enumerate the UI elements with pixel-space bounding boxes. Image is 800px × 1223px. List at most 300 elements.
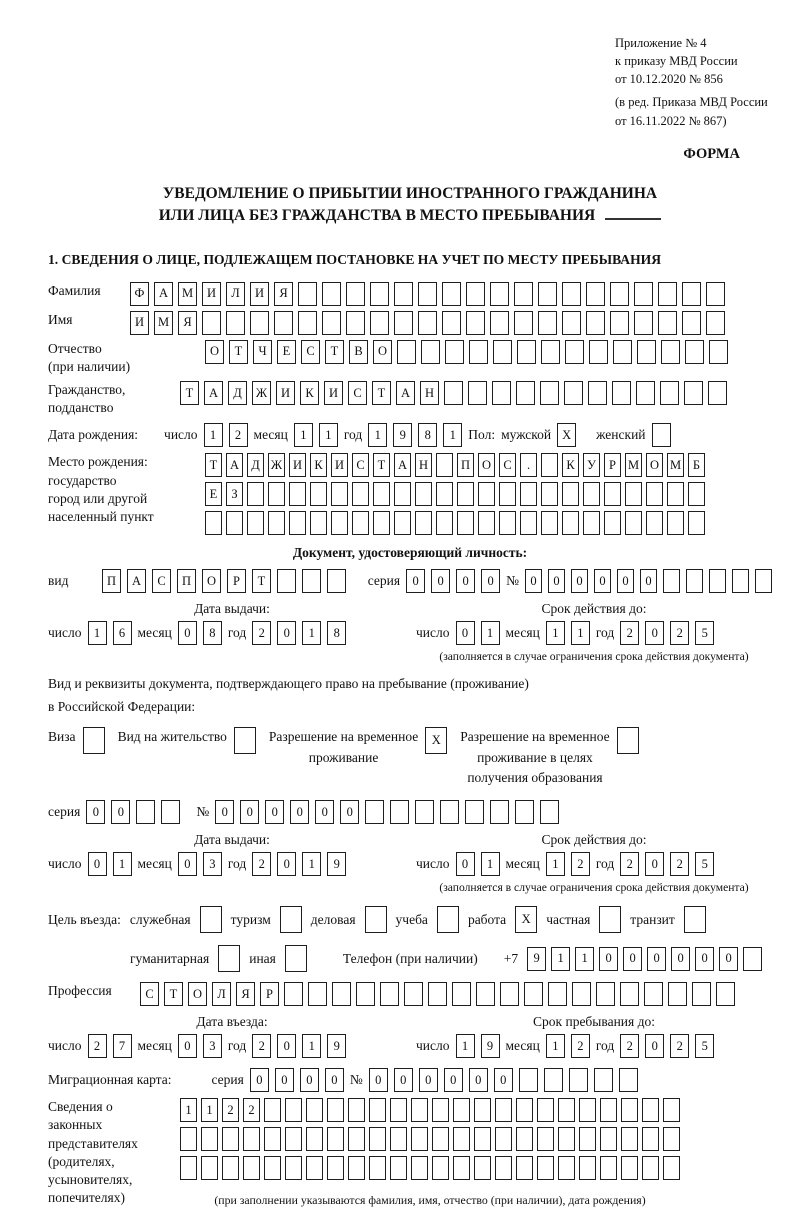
section1-heading: 1. СВЕДЕНИЯ О ЛИЦЕ, ПОДЛЕЖАЩЕМ ПОСТАНОВКЕ НА УЧЕТ ПО МЕСТУ ПРЕБЫВАНИЯ [48, 251, 662, 267]
form-cell: П [177, 569, 196, 593]
form-cell: О [202, 569, 221, 593]
form-cell: Я [178, 311, 197, 335]
form-cell [322, 311, 341, 335]
profession-row [48, 982, 772, 1006]
form-cell: 0 [456, 621, 475, 645]
form-cell: 0 [548, 569, 565, 593]
form-cell [478, 511, 495, 535]
form-cell [247, 511, 264, 535]
form-cell [394, 482, 411, 506]
form-cell: 0 [369, 1068, 388, 1092]
form-cell: 0 [494, 1068, 513, 1092]
residence-valid-month-cells [546, 852, 590, 876]
form-title [48, 183, 772, 228]
identity-issue-heading: Дата выдачи: [194, 601, 270, 617]
temporary-residence-checkbox [425, 727, 447, 754]
form-cell: А [226, 453, 243, 477]
day-label: число [416, 856, 450, 872]
phone-cells [527, 947, 762, 971]
form-cell: Н [415, 453, 432, 477]
form-cell [453, 1098, 470, 1122]
form-cell [685, 340, 704, 364]
form-cell: 0 [178, 1034, 197, 1058]
form-cell: 0 [240, 800, 259, 824]
form-cell [327, 1127, 344, 1151]
form-cell [370, 311, 389, 335]
sex-female-checkbox [652, 423, 671, 447]
form-cell [453, 1127, 470, 1151]
form-cell: 1 [88, 621, 107, 645]
identity-valid-year-cells [620, 621, 714, 645]
form-cell: 0 [215, 800, 234, 824]
purpose-opt-label: иная [249, 950, 276, 966]
stay-month-cells [546, 1034, 590, 1058]
form-cell: А [394, 453, 411, 477]
birthdate-day-cells [204, 423, 248, 447]
residence-valid-col [416, 832, 772, 894]
form-cell [688, 482, 705, 506]
form-cell: 1 [575, 947, 594, 971]
form-cell [369, 1156, 386, 1180]
form-cell: Л [212, 982, 231, 1006]
form-cell: 0 [290, 800, 309, 824]
option-temporary-residence [269, 727, 447, 768]
form-cell [222, 1156, 239, 1180]
form-cell [579, 1156, 596, 1180]
form-cell: . [520, 453, 537, 477]
form-cell [415, 800, 434, 824]
form-cell: Т [164, 982, 183, 1006]
form-cell: 0 [469, 1068, 488, 1092]
form-cell: 0 [111, 800, 130, 824]
form-cell: 5 [695, 621, 714, 645]
migration-series-label: серия [211, 1072, 244, 1088]
migration-number-label: № [349, 1072, 363, 1088]
form-cell [411, 1098, 428, 1122]
form-cell: С [301, 340, 320, 364]
form-cell: 1 [319, 423, 338, 447]
form-cell: 2 [243, 1098, 260, 1122]
year-label: год [343, 427, 363, 443]
year-label: год [595, 625, 615, 641]
representatives-label-line6: попечителях) [48, 1190, 125, 1206]
form-cell [356, 982, 375, 1006]
form-cell [520, 482, 537, 506]
form-cell: 1 [302, 1034, 321, 1058]
purpose-opt-label: деловая [310, 911, 356, 927]
form-cell [453, 1156, 470, 1180]
forma-label: ФОРМА [683, 145, 740, 162]
form-cell [538, 311, 557, 335]
form-cell: О [188, 982, 207, 1006]
annex-line: от 10.12.2020 № 856 [615, 72, 723, 87]
form-cell [589, 340, 608, 364]
form-cell [161, 800, 180, 824]
form-cell [586, 282, 605, 306]
form-cell: 0 [571, 569, 588, 593]
migration-card-row [48, 1068, 772, 1092]
form-cell [465, 800, 484, 824]
day-label: число [48, 625, 82, 641]
form-cell: С [499, 453, 516, 477]
form-cell [541, 453, 558, 477]
residence-permit-checkbox [234, 727, 256, 754]
form-cell: О [646, 453, 663, 477]
sex-label: Пол: [468, 427, 496, 443]
identity-dates-block [48, 601, 772, 663]
identity-kind-label: вид [48, 573, 69, 589]
residence-valid-heading: Срок действия до: [541, 832, 647, 848]
form-cell [285, 1156, 302, 1180]
form-cell [468, 381, 487, 405]
form-cell: 9 [393, 423, 412, 447]
day-label: число [164, 427, 198, 443]
form-cell [684, 381, 703, 405]
form-cell: Е [277, 340, 296, 364]
form-cell: 0 [265, 800, 284, 824]
temporary-residence-education-line3: получения образования [467, 769, 603, 785]
year-label: год [227, 625, 247, 641]
birthplace-cells-row2 [205, 482, 705, 506]
form-cell: И [331, 453, 348, 477]
form-cell [274, 311, 293, 335]
form-cell [428, 982, 447, 1006]
form-cell [667, 482, 684, 506]
form-cell: И [250, 282, 269, 306]
form-cell [348, 1156, 365, 1180]
form-cell [370, 282, 389, 306]
form-cell [495, 1127, 512, 1151]
birthplace-label-line4: населенный пункт [48, 509, 154, 525]
surname-row [48, 282, 772, 306]
form-cell: 0 [719, 947, 738, 971]
form-cell [625, 482, 642, 506]
form-cell [476, 982, 495, 1006]
form-cell [308, 982, 327, 1006]
form-cell [732, 569, 749, 593]
form-cell [331, 511, 348, 535]
form-cell: 2 [222, 1098, 239, 1122]
residence-issue-col [48, 832, 416, 894]
form-cell: 0 [277, 852, 296, 876]
form-cell [201, 1127, 218, 1151]
year-label: год [227, 856, 247, 872]
day-label: число [416, 1038, 450, 1054]
form-cell: 0 [250, 1068, 269, 1092]
firstname-cells [130, 311, 725, 335]
form-cell: Т [205, 453, 222, 477]
stay-until-row [416, 1034, 772, 1058]
representatives-note: (при заполнении указываются фамилия, имя, отчество (при наличии), дата рождения) [214, 1193, 646, 1208]
profession-cells [140, 982, 735, 1006]
form-cell [709, 569, 726, 593]
form-cell [490, 800, 509, 824]
form-cell [562, 282, 581, 306]
form-cell [373, 511, 390, 535]
form-cell: Т [229, 340, 248, 364]
form-cell [180, 1127, 197, 1151]
form-cell: Ф [130, 282, 149, 306]
sex-male-checkbox [557, 423, 576, 447]
form-cell: С [348, 381, 367, 405]
form-cell [444, 381, 463, 405]
form-cell: А [396, 381, 415, 405]
representatives-cells-row3 [180, 1156, 680, 1180]
form-cell: О [478, 453, 495, 477]
form-cell: Б [688, 453, 705, 477]
form-cell: 0 [431, 569, 450, 593]
purpose-business-checkbox [200, 906, 222, 933]
form-cell: К [300, 381, 319, 405]
form-cell [524, 982, 543, 1006]
form-cell [600, 1127, 617, 1151]
form-cell [415, 482, 432, 506]
form-cell [541, 511, 558, 535]
form-cell [442, 311, 461, 335]
form-cell [306, 1098, 323, 1122]
form-cell: 0 [623, 947, 642, 971]
option-temporary-residence-education [460, 727, 638, 788]
form-cell [352, 511, 369, 535]
form-cell: 3 [203, 1034, 222, 1058]
form-cell [418, 282, 437, 306]
form-cell [499, 511, 516, 535]
form-cell [277, 569, 296, 593]
form-cell: Я [236, 982, 255, 1006]
form-cell [663, 569, 680, 593]
form-cell: 1 [302, 852, 321, 876]
form-cell: И [324, 381, 343, 405]
form-cell [668, 982, 687, 1006]
form-cell [442, 282, 461, 306]
birthplace-label-line3: город или другой [48, 490, 148, 506]
form-cell [583, 482, 600, 506]
form-cell: 0 [277, 1034, 296, 1058]
form-cell: Т [180, 381, 199, 405]
form-cell: 0 [325, 1068, 344, 1092]
form-cell: X [425, 727, 447, 754]
form-cell: 2 [620, 852, 639, 876]
form-cell [352, 482, 369, 506]
form-cell: О [373, 340, 392, 364]
form-cell [537, 1127, 554, 1151]
form-cell [621, 1098, 638, 1122]
day-label: число [48, 856, 82, 872]
birthdate-year-cells [368, 423, 462, 447]
form-cell [612, 381, 631, 405]
day-label: число [416, 625, 450, 641]
form-cell: О [205, 340, 224, 364]
form-cell: 8 [203, 621, 222, 645]
identity-series-label: серия [367, 573, 401, 589]
representatives-label-line2: законных [48, 1117, 103, 1133]
form-cell [660, 381, 679, 405]
form-cell: Т [252, 569, 271, 593]
form-cell [634, 282, 653, 306]
form-cell [457, 511, 474, 535]
annex-line: от 16.11.2022 № 867) [615, 113, 727, 128]
sex-female-label: женский [596, 427, 646, 443]
form-cell [637, 340, 656, 364]
month-label: месяц [505, 856, 540, 872]
form-cell [310, 482, 327, 506]
form-cell: Р [260, 982, 279, 1006]
form-cell: Е [205, 482, 222, 506]
month-label: месяц [505, 1038, 540, 1054]
form-cell: 1 [546, 1034, 565, 1058]
form-cell: 2 [88, 1034, 107, 1058]
entry-day-cells [88, 1034, 132, 1058]
form-cell: 0 [695, 947, 714, 971]
form-cell [436, 453, 453, 477]
form-cell [466, 282, 485, 306]
form-cell: 0 [525, 569, 542, 593]
month-label: месяц [137, 1038, 172, 1054]
patronymic-label-line1: Отчество [48, 340, 102, 356]
form-cell: 1 [546, 621, 565, 645]
form-cell [327, 1098, 344, 1122]
form-cell [743, 947, 762, 971]
temporary-residence-education-line2: проживание в целях [477, 749, 593, 765]
form-cell: М [154, 311, 173, 335]
form-cell: Ч [253, 340, 272, 364]
identity-valid-row [416, 621, 772, 645]
representatives-block [48, 1098, 772, 1208]
form-cell [709, 340, 728, 364]
residence-options-row [48, 727, 772, 788]
form-cell: 2 [252, 1034, 271, 1058]
entry-date-row [48, 1034, 416, 1058]
form-cell: 0 [671, 947, 690, 971]
year-label: год [227, 1038, 247, 1054]
month-label: месяц [137, 856, 172, 872]
month-label: месяц [253, 427, 288, 443]
form-cell: 2 [571, 852, 590, 876]
form-cell [537, 1156, 554, 1180]
form-cell [548, 982, 567, 1006]
form-cell [390, 800, 409, 824]
identity-valid-month-cells [546, 621, 590, 645]
year-label: год [595, 1038, 615, 1054]
form-cell [716, 982, 735, 1006]
form-cell [541, 340, 560, 364]
form-cell: 0 [599, 947, 618, 971]
form-cell [613, 340, 632, 364]
purpose-opt-label: учеба [395, 911, 428, 927]
form-cell [519, 1068, 538, 1092]
residence-issue-year-cells [252, 852, 346, 876]
purpose-work-checkbox [515, 906, 537, 933]
form-cell [415, 511, 432, 535]
form-title-line2: ИЛИ ЛИЦА БЕЗ ГРАЖДАНСТВА В МЕСТО ПРЕБЫВАНИЯ [48, 205, 772, 227]
annex-line: (в ред. Приказа МВД России [615, 95, 768, 110]
form-cell: 2 [620, 621, 639, 645]
identity-issue-row [48, 621, 416, 645]
form-cell: 0 [645, 1034, 664, 1058]
form-cell [495, 1156, 512, 1180]
temporary-residence-label [269, 727, 418, 768]
form-cell: И [130, 311, 149, 335]
purpose-label: Цель въезда: [48, 911, 121, 927]
form-cell: 0 [275, 1068, 294, 1092]
form-cell [201, 1156, 218, 1180]
form-cell [380, 982, 399, 1006]
form-cell [663, 1156, 680, 1180]
form-cell [562, 511, 579, 535]
purpose-opt-label: работа [467, 911, 507, 927]
residence-permit-label: Вид на жительство [117, 729, 227, 745]
identity-valid-day-cells [456, 621, 500, 645]
form-cell [625, 511, 642, 535]
identity-issue-year-cells [252, 621, 346, 645]
form-cell: Т [325, 340, 344, 364]
residence-intro-line2: в Российской Федерации: [48, 699, 196, 715]
form-cell: 1 [368, 423, 387, 447]
form-cell [515, 800, 534, 824]
form-cell [621, 1127, 638, 1151]
form-cell: 5 [695, 852, 714, 876]
form-cell: Т [373, 453, 390, 477]
entry-year-cells [252, 1034, 346, 1058]
form-cell [421, 340, 440, 364]
patronymic-row [48, 340, 772, 376]
form-cell [226, 511, 243, 535]
form-cell: С [140, 982, 159, 1006]
form-cell [493, 340, 512, 364]
form-cell: С [152, 569, 171, 593]
residence-valid-year-cells [620, 852, 714, 876]
form-cell [610, 282, 629, 306]
birthdate-label: Дата рождения: [48, 427, 139, 443]
form-cell [218, 945, 240, 972]
purpose-tourism-checkbox [280, 906, 302, 933]
form-cell [636, 381, 655, 405]
form-cell: 1 [546, 852, 565, 876]
form-cell [394, 282, 413, 306]
form-cell [558, 1156, 575, 1180]
form-cell [490, 311, 509, 335]
form-cell: С [352, 453, 369, 477]
entry-month-cells [178, 1034, 222, 1058]
form-cell [365, 800, 384, 824]
form-cell: 2 [229, 423, 248, 447]
form-cell: П [102, 569, 121, 593]
representatives-cells-row1 [180, 1098, 680, 1122]
form-cell: X [515, 906, 537, 933]
form-cell [365, 906, 387, 933]
form-cell [390, 1127, 407, 1151]
month-label: месяц [505, 625, 540, 641]
form-cell: 9 [527, 947, 546, 971]
form-cell [642, 1156, 659, 1180]
representatives-cells-row2 [180, 1127, 680, 1151]
form-cell: М [667, 453, 684, 477]
form-cell [226, 311, 245, 335]
form-cell [706, 282, 725, 306]
form-cell [516, 1098, 533, 1122]
form-cell: 2 [620, 1034, 639, 1058]
form-cell: И [289, 453, 306, 477]
form-cell [600, 1098, 617, 1122]
form-cell: К [562, 453, 579, 477]
representatives-cells-block [180, 1098, 680, 1208]
form-cell [205, 511, 222, 535]
form-cell [264, 1098, 281, 1122]
form-cell [517, 340, 536, 364]
form-cell [642, 1098, 659, 1122]
form-cell [373, 482, 390, 506]
form-cell [411, 1127, 428, 1151]
